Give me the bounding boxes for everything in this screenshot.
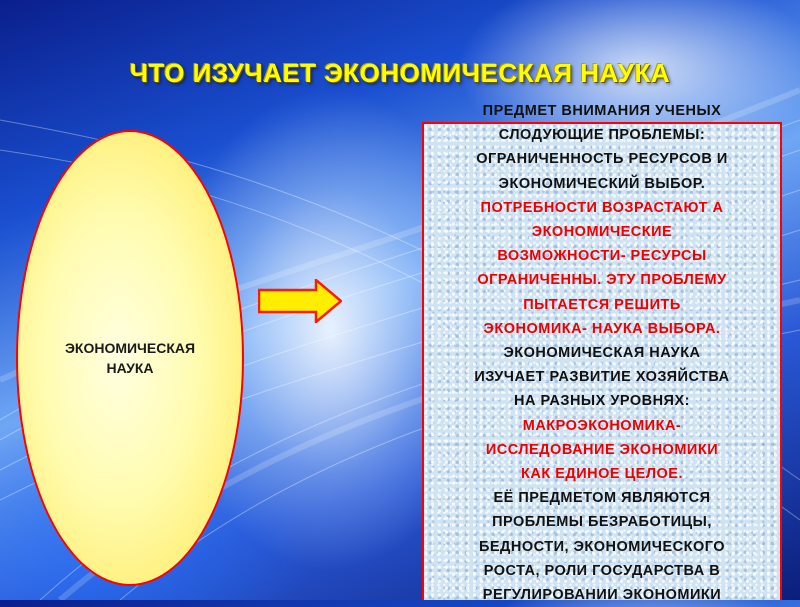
content-line: ПРОБЛЕМЫ БЕЗРАБОТИЦЫ, <box>492 514 712 531</box>
page-title: ЧТО ИЗУЧАЕТ ЭКОНОМИЧЕСКАЯ НАУКА <box>129 58 671 88</box>
content-line: БЕДНОСТИ, ЭКОНОМИЧЕСКОГО <box>478 538 726 555</box>
content-line: ЕЁ ПРЕДМЕТОМ ЯВЛЯЮТСЯ <box>493 490 711 507</box>
content-line: МАКРОЭКОНОМИКА- <box>522 417 682 434</box>
content-line: ЭКОНОМИКА- НАУКА ВЫБОРА. <box>483 320 721 337</box>
content-line: ИЗУЧАЕТ РАЗВИТИЕ ХОЗЯЙСТВА <box>474 369 730 386</box>
content-line: ЭКОНОМИЧЕСКАЯ НАУКА <box>503 345 701 362</box>
content-line: ОГРАНИЧЕННЫ. ЭТУ ПРОБЛЕМУ <box>477 272 727 289</box>
content-line: ОГРАНИЧЕННОСТЬ РЕСУРСОВ И <box>476 151 728 168</box>
content-line: ЭКОНОМИЧЕСКИЕ <box>531 224 673 241</box>
content-text <box>412 99 792 607</box>
economics-ellipse <box>16 130 244 586</box>
content-line: ВОЗМОЖНОСТИ- РЕСУРСЫ <box>497 248 707 265</box>
ellipse-label: ЭКОНОМИЧЕСКАЯ НАУКА <box>64 340 196 376</box>
content-line: ИССЛЕДОВАНИЕ ЭКОНОМИКИ <box>485 441 719 458</box>
content-line: СЛОДУЮЩИЕ ПРОБЛЕМЫ: <box>498 127 706 144</box>
content-line: ПЫТАЕТСЯ РЕШИТЬ <box>523 296 681 313</box>
content-line: ПРЕДМЕТ ВНИМАНИЯ УЧЕНЫХ <box>482 103 722 119</box>
content-line: РОСТА, РОЛИ ГОСУДАРСТВА В <box>483 562 721 579</box>
content-line: КАК ЕДИНОЕ ЦЕЛОЕ. <box>521 466 683 483</box>
right-arrow-icon <box>258 279 342 323</box>
content-line: ПОТРЕБНОСТИ ВОЗРАСТАЮТ А <box>480 199 724 216</box>
content-line: ЭКОНОМИЧЕСКИЙ ВЫБОР. <box>498 175 706 192</box>
content-line: РЕГУЛИРОВАНИИ ЭКОНОМИКИ <box>482 587 722 604</box>
content-line: НА РАЗНЫХ УРОВНЯХ: <box>514 393 690 410</box>
